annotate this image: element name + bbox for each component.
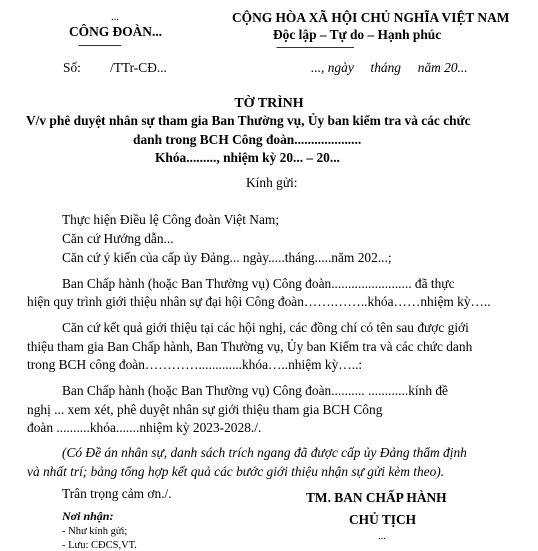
signatory-dots: ... [378,531,386,542]
document-date: ..., ngày tháng năm 20... [311,60,468,75]
recipient-1: - Như kính gửi; [62,526,128,537]
para1-line-2: hiện quy trình giới thiệu nhân sự đại hội Công đoàn…….……..khóa……nhiệm kỳ….. [27,294,491,309]
para3-line-3: đoàn ..........khóa.......nhiệm kỳ 2023-2028./. [27,420,262,435]
union-name-rule: ----------------- [78,40,121,51]
closing-thanks: Trân trọng cảm ơn./. [62,486,172,501]
national-motto: Độc lập – Tự do – Hạnh phúc [273,27,442,42]
document-title: TỜ TRÌNH [234,96,304,111]
national-title: CỘNG HÒA XÃ HỘI CHỦ NGHĨA VIỆT NAM [232,10,510,25]
document-subject-line-3: Khóa........., nhiệm kỳ 20... – 20... [155,150,340,165]
salutation: Kính gửi: [246,175,298,190]
recipients-label: Nơi nhận: [62,509,114,523]
para3-line-2: nghị ... xem xét, phê duyệt nhân sự giới thiệu tham gia BCH Công [27,402,383,417]
document-subject-line-2: danh trong BCH Công đoàn.................... [133,132,362,147]
basis-line-3: Căn cứ ý kiến của cấp ủy Đảng... ngày.....tháng.....năm 202...; [62,250,392,265]
attachment-note-line-2: và nhất trí; bảng tổng hợp kết quả các bước giới thiệu nhận sự gửi kèm theo). [27,464,445,479]
basis-line-2: Căn cứ Hướng dẫn... [62,231,174,246]
para2-line-2: thiệu tham gia Ban Chấp hành, Ban Thường vụ, Ủy ban Kiểm tra và các chức danh [27,339,473,354]
para1-line-1: Ban Chấp hành (hoặc Ban Thường vụ) Công đoàn........................ đã thực [62,276,455,291]
signatory-organization: TM. BAN CHẤP HÀNH [306,490,447,505]
para2-line-3: trong BCH công đoàn………….............khóa…..nhiệm kỳ…..: [27,357,363,372]
union-superior-dots: ... [111,12,119,23]
para2-line-1: Căn cứ kết quả giới thiệu tại các hội nghị, các đồng chí có tên sau được giới [62,320,469,335]
motto-rule: ------------------------------- [276,42,354,53]
union-name: CÔNG ĐOÀN... [69,24,162,39]
recipient-2: - Lưu: CĐCS,VT. [62,540,137,551]
document-number-label: Số: [63,60,81,75]
document-number: /TTr-CĐ... [110,60,167,75]
signatory-title: CHỦ TỊCH [349,512,417,527]
basis-line-1: Thực hiện Điều lệ Công đoàn Việt Nam; [62,212,280,227]
attachment-note-line-1: (Có Đề án nhân sự, danh sách trích ngang đã được cấp ủy Đảng thẩm định [62,445,467,460]
document-subject-line-1: V/v phê duyệt nhân sự tham gia Ban Thường vụ, Ủy ban kiểm tra và các chức [26,113,471,128]
para3-line-1: Ban Chấp hành (hoặc Ban Thường vụ) Công đoàn.......... ............kính đề [62,383,449,398]
